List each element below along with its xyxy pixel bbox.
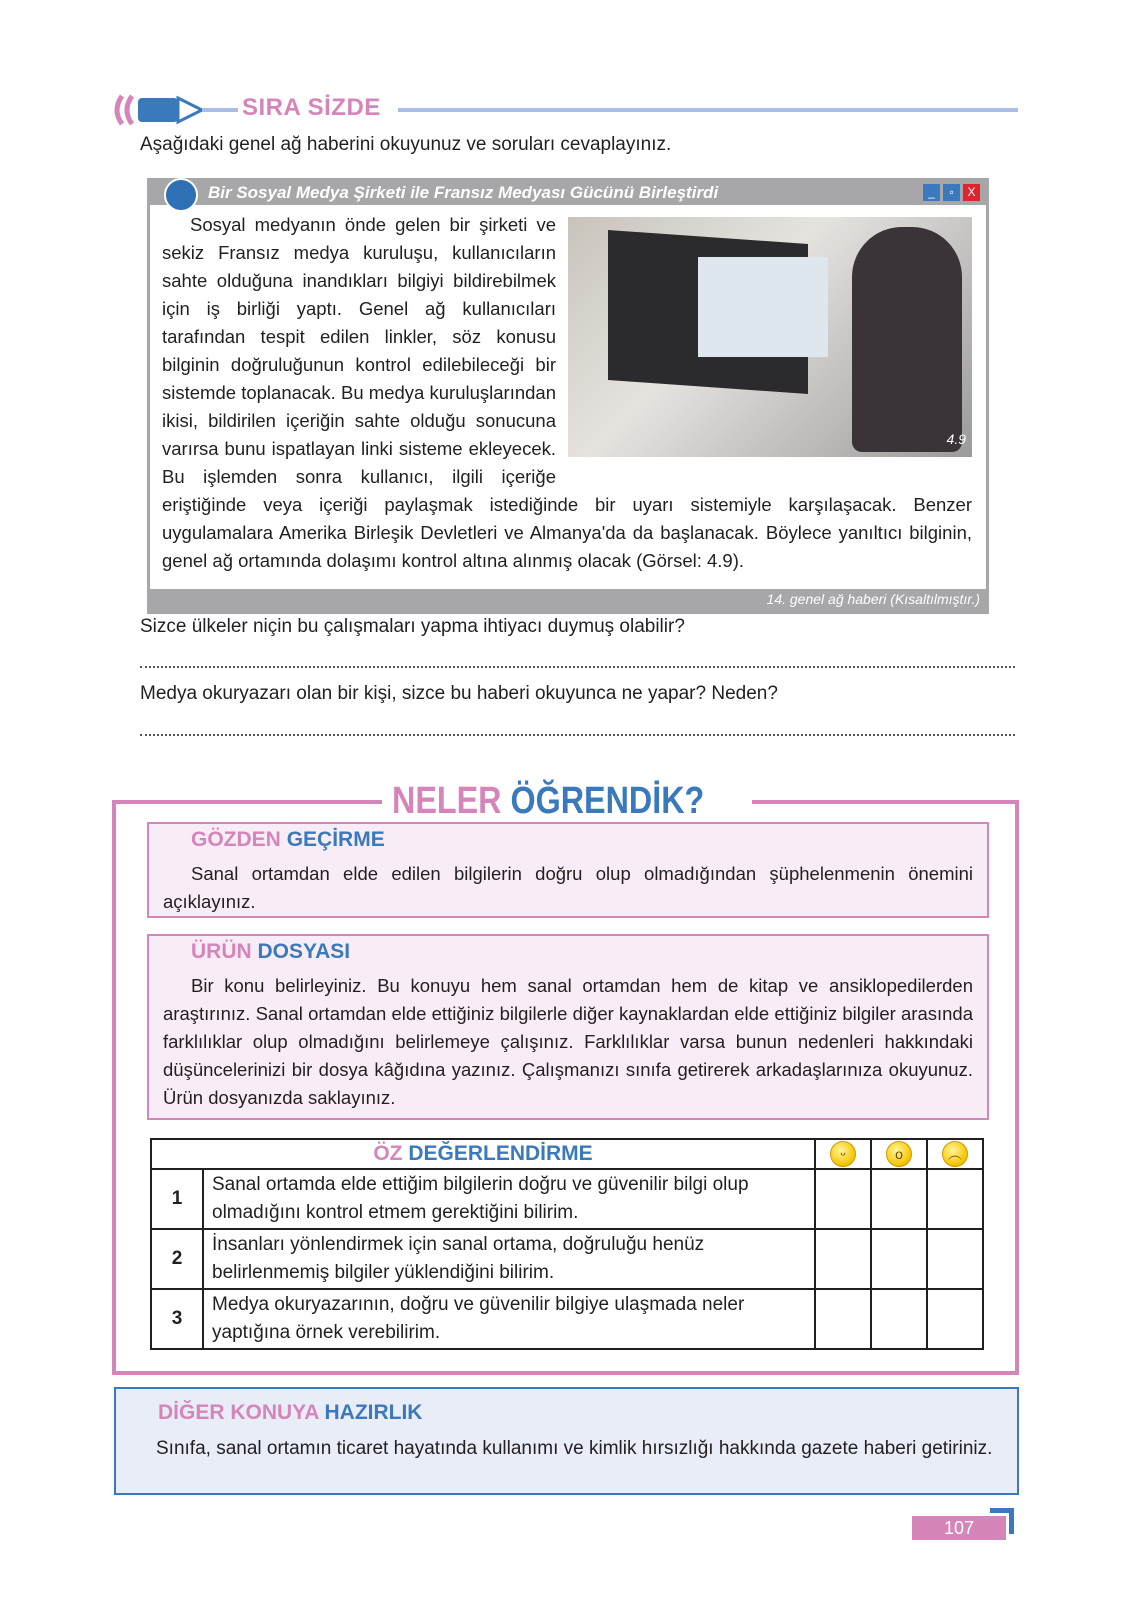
neler-title: NELER ÖĞRENDİK?: [392, 780, 705, 822]
restore-icon[interactable]: ▫: [943, 184, 960, 201]
rating-cell[interactable]: [927, 1169, 983, 1229]
divider: [398, 108, 1018, 112]
instruction: Aşağıdaki genel ağ haberini okuyunuz ve soruları cevaplayınız.: [140, 134, 672, 155]
divider: [112, 800, 382, 804]
news-source: 14. genel ağ haberi (Kısaltılmıştır.): [766, 591, 980, 607]
box-text: Bir konu belirleyiniz. Bu konuyu hem sanal ortamdan hem de kitap ve ansiklopedilerden araştırınız. Sanal ortamdan elde ettiğiniz bilgilerle diğer kaynaklardan elde ettiğiniz bilgiler arasında farklılıklar olup olmadığını belirlemeye çalışınız. Farklılıklar varsa bunun nedenleri hakkındaki düşüncelerinizi bir dosya kâğıdına yazınız. Çalışmanızı sınıfa getirerek arkadaşlarınıza okuyunuz. Ürün dosyanızda saklayınız.: [163, 975, 973, 1108]
window-footer: [150, 589, 986, 611]
news-photo: [568, 217, 972, 457]
gozden-gecirme-box: [147, 822, 989, 918]
surprised-face-icon: o: [886, 1141, 912, 1167]
box-title: DİĞER KONUYA HAZIRLIK: [158, 1401, 423, 1424]
diger-konuya-hazirlik-box: [114, 1387, 1019, 1495]
browser-logo-icon: [164, 178, 198, 212]
sad-face-icon: ︵: [942, 1141, 968, 1167]
question-1: Sizce ülkeler niçin bu çalışmaları yapma ihtiyacı duymuş olabilir?: [140, 616, 685, 637]
answer-line-1[interactable]: [140, 664, 1015, 668]
question-2: Medya okuryazarı olan bir kişi, sizce bu haberi okuyunca ne yapar? Neden?: [140, 683, 778, 704]
answer-line-2[interactable]: [140, 732, 1015, 736]
news-window: [147, 178, 989, 614]
table-row: 3 Medya okuryazarının, doğru ve güvenilir bilgiye ulaşmada neler yaptığına örnek verebilirim.: [151, 1289, 983, 1349]
divider: [752, 800, 1019, 804]
box-text: Sınıfa, sanal ortamın ticaret hayatında kullanımı ve kimlik hırsızlığı hakkında gazete haberi getiriniz.: [156, 1438, 993, 1459]
self-assessment-table: [150, 1138, 984, 1350]
rating-cell[interactable]: [927, 1229, 983, 1289]
rating-cell[interactable]: [927, 1289, 983, 1349]
page-number: 107: [912, 1516, 1006, 1540]
news-body: Sosyal medyanın önde gelen bir şirketi ve sekiz Fransız medya kuruluşu, kullanıcıların sahte olduğuna inandıkları bilgiyi bildirebilmek için iş birliği yaptı. Genel ağ kullanıcıları tarafından tespit edilen linkler, söz konusu bilginin doğruluğunun kontrol edilebileceği bir sistemde toplanacak. Bu medya kuruluşlarından ikisi, bildirilen içeriğin sahte olduğu sonucuna varırsa bunu ispatlayan linki sisteme ekleyecek. Bu işlemden sonra kullanıcı, ilgili içeriğe eriştiğinde veya içeriği paylaşmak istediğinde bir uyarı sistemiyle karşılaşacak. Benzer uygulamalara Amerika Birleşik Devletleri ve Almanya'da da başlanacak. Böylece yanıltıcı bilginin, genel ağ ortamında dolaşımı kontrol altına alınmış olacak (Görsel: 4.9).: [162, 214, 972, 571]
rating-cell[interactable]: [815, 1169, 871, 1229]
rating-cell[interactable]: [871, 1169, 927, 1229]
image-label: 4.9: [946, 431, 966, 447]
box-text: Sanal ortamdan elde edilen bilgilerin doğru olup olmadığından şüphelenmenin önemini açıklayınız.: [163, 863, 973, 912]
close-icon[interactable]: X: [963, 184, 980, 201]
page-corner-decoration: [990, 1508, 1014, 1534]
minimize-icon[interactable]: _: [923, 184, 940, 201]
smile-face-icon: ᵕ: [830, 1141, 856, 1167]
rating-cell[interactable]: [871, 1229, 927, 1289]
news-title: Bir Sosyal Medya Şirketi ile Fransız Medyası Gücünü Birleştirdi: [208, 183, 719, 202]
box-title: GÖZDEN GEÇİRME: [191, 828, 385, 851]
box-title: ÜRÜN DOSYASI: [191, 940, 351, 963]
rating-cell[interactable]: [871, 1289, 927, 1349]
window-titlebar: [150, 181, 986, 205]
table-title: ÖZ DEĞERLENDİRME: [151, 1139, 815, 1169]
table-row: 2 İnsanları yönlendirmek için sanal ortama, doğruluğu henüz belirlenmemiş bilgiler yüklendiğini bilirim.: [151, 1229, 983, 1289]
table-row: 1 Sanal ortamda elde ettiğim bilgilerin doğru ve güvenilir bilgi olup olmadığını kontrol etmem gerektiğini bilirim.: [151, 1169, 983, 1229]
rating-cell[interactable]: [815, 1289, 871, 1349]
urun-dosyasi-box: [147, 934, 989, 1120]
section-title: SIRA SİZDE: [242, 94, 381, 121]
pencil-icon: [110, 94, 240, 126]
rating-cell[interactable]: [815, 1229, 871, 1289]
